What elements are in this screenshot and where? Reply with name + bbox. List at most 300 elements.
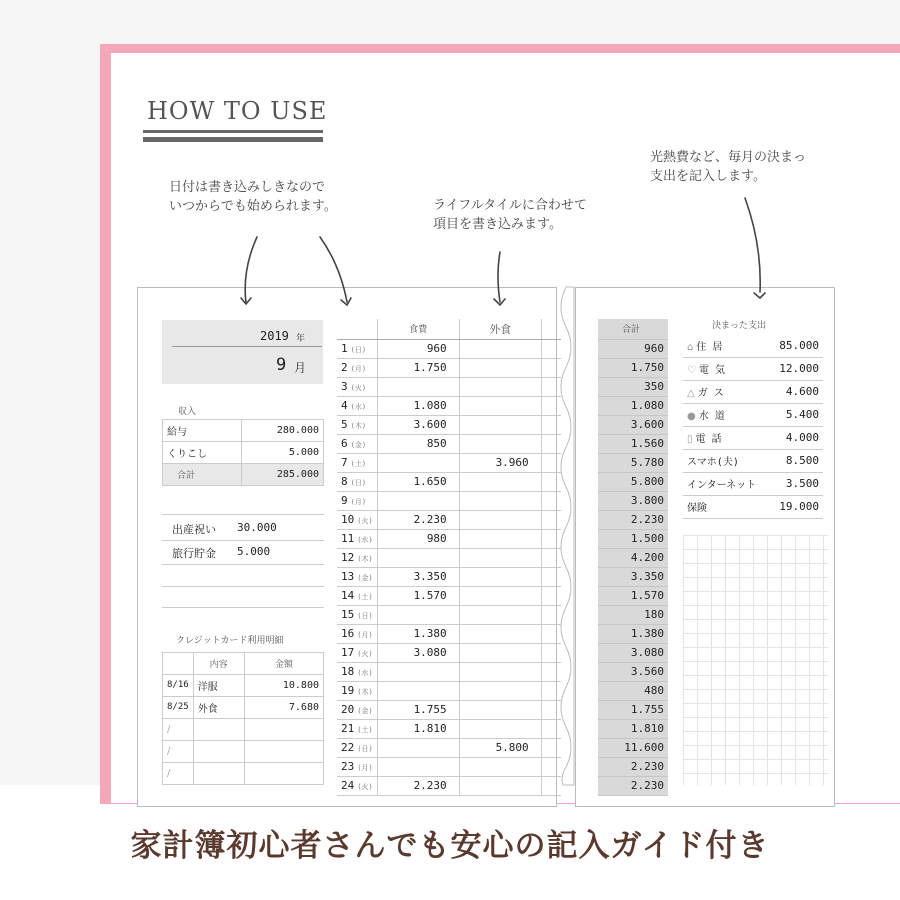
eatout-cell — [459, 643, 541, 662]
table-row — [163, 741, 324, 763]
eatout-cell — [459, 510, 541, 529]
fixed-label: 電 気 — [698, 365, 725, 376]
income-heading: 収入 — [178, 407, 197, 417]
total-cell: 3.600 — [598, 415, 668, 434]
total-cell: 2.230 — [598, 776, 668, 795]
extra-cell — [541, 453, 561, 472]
weekday: (水) — [357, 669, 373, 677]
day-cell — [337, 339, 377, 358]
weekday: (土) — [350, 460, 367, 468]
credit-date-slash: / — [163, 719, 194, 741]
weekday: (金) — [350, 441, 367, 449]
table-row — [163, 420, 324, 442]
divider — [162, 540, 324, 541]
fixed-label: 住 居 — [696, 341, 723, 353]
extra-cell — [541, 643, 561, 662]
extra-cell — [541, 738, 561, 757]
note-fixed-line2: 支出を記入します。 — [650, 169, 766, 184]
daily-row — [337, 529, 561, 548]
total-cell: 1.500 — [598, 529, 668, 548]
day-cell — [337, 738, 377, 757]
total-cell: 1.570 — [598, 586, 668, 605]
weekday: (木) — [357, 555, 373, 563]
fixed-label-cell — [683, 403, 765, 426]
table-row — [163, 675, 324, 697]
note-fixed-line1: 光熱費など、毎月の決まっ — [650, 150, 807, 165]
day-cell — [337, 529, 377, 548]
income-value: 5.000 — [241, 442, 323, 464]
credit-date-header — [163, 653, 194, 675]
total-cell: 2.230 — [598, 757, 668, 776]
weekday: (月) — [350, 498, 367, 506]
day-number: 11 — [341, 532, 355, 545]
fixed-row — [683, 426, 823, 449]
empty-cell — [244, 741, 323, 763]
daily-row — [337, 757, 561, 776]
arrow-date-1 — [245, 237, 257, 303]
fixed-row — [683, 334, 823, 357]
day-cell — [337, 776, 377, 795]
day-number: 17 — [341, 646, 355, 659]
table-row — [163, 442, 324, 464]
weekday: (金) — [357, 707, 373, 715]
total-row — [598, 434, 668, 453]
credit-date: 8/25 — [163, 697, 194, 719]
day-number: 2 — [341, 361, 348, 374]
daily-row — [337, 681, 561, 700]
weekday: (金) — [357, 574, 373, 582]
divider — [162, 586, 324, 587]
food-cell: 2.230 — [377, 510, 459, 529]
year-value: 2019 — [260, 329, 289, 343]
daily-row — [337, 624, 561, 643]
fixed-row — [683, 472, 823, 495]
fixed-label-cell — [683, 449, 765, 472]
food-cell: 3.350 — [377, 567, 459, 586]
eatout-cell — [459, 396, 541, 415]
totals-table — [598, 319, 668, 796]
fixed-value: 5.400 — [765, 403, 823, 426]
credit-amount: 10.800 — [244, 675, 323, 697]
total-cell: 3.080 — [598, 643, 668, 662]
eatout-cell — [459, 719, 541, 738]
extra-cell — [541, 567, 561, 586]
day-cell — [337, 396, 377, 415]
daily-header-row — [337, 319, 561, 339]
total-row — [598, 700, 668, 719]
extra-cell — [541, 662, 561, 681]
fixed-value: 4.600 — [765, 380, 823, 403]
total-cell: 1.380 — [598, 624, 668, 643]
credit-date-month: 8 — [167, 702, 173, 712]
empty-cell — [193, 763, 244, 785]
daily-row — [337, 434, 561, 453]
arrow-lifestyle — [498, 252, 500, 302]
daily-table — [337, 319, 561, 796]
day-number: 10 — [341, 513, 355, 526]
eatout-cell — [459, 624, 541, 643]
day-number: 13 — [341, 570, 355, 583]
credit-date-day: 25 — [177, 702, 189, 712]
income-total-value: 285.000 — [241, 464, 323, 486]
credit-item: 洋服 — [193, 675, 244, 697]
day-cell — [337, 757, 377, 776]
extra-cell — [541, 396, 561, 415]
daily-row — [337, 586, 561, 605]
extra-cell — [541, 548, 561, 567]
eatout-cell — [459, 472, 541, 491]
total-row — [598, 510, 668, 529]
day-number: 4 — [341, 399, 348, 412]
fixed-value: 4.000 — [765, 426, 823, 449]
daily-row — [337, 662, 561, 681]
total-row — [598, 453, 668, 472]
extra-cell — [541, 415, 561, 434]
total-cell: 4.200 — [598, 548, 668, 567]
eatout-cell — [459, 586, 541, 605]
total-cell: 1.810 — [598, 719, 668, 738]
day-cell — [337, 377, 377, 396]
day-number: 18 — [341, 665, 355, 678]
arrow-fixed-head — [754, 293, 765, 298]
total-row — [598, 396, 668, 415]
total-row — [598, 415, 668, 434]
total-cell: 480 — [598, 681, 668, 700]
total-row — [598, 586, 668, 605]
fixed-label-cell — [683, 495, 765, 518]
income-value: 280.000 — [241, 420, 323, 442]
table-row — [163, 464, 324, 486]
extra-cell — [541, 719, 561, 738]
arrow-date-2 — [320, 237, 347, 302]
bulb-icon: ♡ — [687, 365, 696, 376]
col-eatout-header: 外食 — [459, 319, 541, 339]
credit-col-item: 内容 — [193, 653, 244, 675]
weekday: (日) — [350, 346, 367, 354]
day-cell — [337, 624, 377, 643]
extra-col-header — [541, 319, 561, 339]
table-row — [163, 697, 324, 719]
fixed-value: 19.000 — [765, 495, 823, 518]
day-cell — [337, 719, 377, 738]
fixed-label-cell — [683, 380, 765, 403]
food-cell — [377, 662, 459, 681]
fixed-label: 電 話 — [695, 434, 722, 445]
extra-cell — [541, 624, 561, 643]
note-date-line2: いつからでも始められます。 — [169, 199, 337, 214]
daily-row — [337, 396, 561, 415]
eatout-cell — [459, 548, 541, 567]
credit-item: 外食 — [193, 697, 244, 719]
note-date-line1: 日付は書き込みしきなので — [169, 180, 326, 195]
tear-edge — [561, 287, 574, 785]
weekday: (日) — [357, 612, 373, 620]
day-number: 3 — [341, 380, 348, 393]
day-number: 6 — [341, 437, 348, 450]
food-cell: 1.380 — [377, 624, 459, 643]
divider — [162, 564, 324, 565]
daily-row — [337, 567, 561, 586]
day-cell — [337, 358, 377, 377]
daily-row — [337, 700, 561, 719]
empty-cell — [244, 719, 323, 741]
eatout-cell — [459, 662, 541, 681]
credit-date: 8/16 — [163, 675, 194, 697]
note-lifestyle-line2: 項目を書き込みます。 — [433, 217, 562, 232]
weekday: (月) — [357, 631, 373, 639]
day-number: 23 — [341, 760, 355, 773]
year-unit: 年 — [296, 334, 306, 344]
day-cell — [337, 605, 377, 624]
day-number: 7 — [341, 456, 348, 469]
food-cell: 1.570 — [377, 586, 459, 605]
extra-cell — [541, 510, 561, 529]
eatout-cell — [459, 339, 541, 358]
credit-date-slash: / — [163, 741, 194, 763]
food-cell — [377, 605, 459, 624]
food-cell — [377, 453, 459, 472]
total-cell: 180 — [598, 605, 668, 624]
col-total-header: 合計 — [598, 319, 668, 339]
divider — [162, 607, 324, 608]
total-cell: 1.750 — [598, 358, 668, 377]
eatout-cell — [459, 776, 541, 795]
income-label: くりこし — [163, 442, 242, 464]
year-divider — [172, 346, 322, 347]
credit-col-amount: 金額 — [244, 653, 323, 675]
weekday: (木) — [357, 688, 373, 696]
credit-heading: クレジットカード利用明細 — [176, 636, 284, 646]
food-cell — [377, 757, 459, 776]
eatout-cell — [459, 567, 541, 586]
fixed-row — [683, 357, 823, 380]
total-cell: 960 — [598, 339, 668, 358]
total-row — [598, 643, 668, 662]
extra-cell — [541, 339, 561, 358]
flame-icon: △ — [687, 388, 695, 399]
daily-row — [337, 719, 561, 738]
weekday: (日) — [357, 745, 373, 753]
food-cell: 960 — [377, 339, 459, 358]
totals-header-row — [598, 319, 668, 339]
day-number: 12 — [341, 551, 355, 564]
food-cell — [377, 377, 459, 396]
day-number: 5 — [341, 418, 348, 431]
food-cell: 850 — [377, 434, 459, 453]
fixed-label-cell — [683, 426, 765, 449]
day-cell — [337, 643, 377, 662]
fixed-heading: 決まった支出 — [712, 321, 767, 331]
eatout-cell — [459, 358, 541, 377]
daily-row — [337, 510, 561, 529]
food-cell: 980 — [377, 529, 459, 548]
fixed-label-cell — [683, 334, 765, 357]
fixed-body — [683, 334, 823, 518]
extra-cell — [541, 377, 561, 396]
phone-icon: ▯ — [687, 434, 693, 445]
daily-row — [337, 339, 561, 358]
weekday: (月) — [357, 764, 373, 772]
eatout-cell: 3.960 — [459, 453, 541, 472]
weekday: (木) — [350, 422, 367, 430]
eatout-cell — [459, 415, 541, 434]
total-cell: 1.755 — [598, 700, 668, 719]
total-cell: 5.780 — [598, 453, 668, 472]
day-number: 19 — [341, 684, 355, 697]
daily-row — [337, 472, 561, 491]
day-cell — [337, 662, 377, 681]
drop-icon: ● — [687, 411, 696, 422]
daily-row — [337, 453, 561, 472]
day-cell — [337, 548, 377, 567]
food-cell — [377, 491, 459, 510]
total-row — [598, 358, 668, 377]
divider — [162, 514, 324, 515]
total-row — [598, 377, 668, 396]
day-number: 9 — [341, 494, 348, 507]
weekday: (水) — [350, 403, 367, 411]
food-cell: 2.230 — [377, 776, 459, 795]
daily-row — [337, 377, 561, 396]
extra-cell — [541, 529, 561, 548]
total-cell: 350 — [598, 377, 668, 396]
weekday: (日) — [350, 479, 367, 487]
day-cell — [337, 491, 377, 510]
daily-row — [337, 491, 561, 510]
fixed-value: 85.000 — [765, 334, 823, 357]
eatout-cell — [459, 605, 541, 624]
total-cell: 5.800 — [598, 472, 668, 491]
daily-row — [337, 358, 561, 377]
food-cell: 1.810 — [377, 719, 459, 738]
weekday: (土) — [357, 726, 373, 734]
food-cell — [377, 681, 459, 700]
daily-row — [337, 548, 561, 567]
daily-row — [337, 605, 561, 624]
food-cell — [377, 738, 459, 757]
total-row — [598, 491, 668, 510]
fixed-label: ガ ス — [697, 388, 724, 399]
day-number: 14 — [341, 589, 355, 602]
savings-label: 出産祝い — [172, 523, 216, 536]
day-cell — [337, 681, 377, 700]
fixed-value: 12.000 — [765, 357, 823, 380]
empty-cell — [244, 763, 323, 785]
total-row — [598, 776, 668, 795]
total-row — [598, 529, 668, 548]
total-row — [598, 662, 668, 681]
day-number: 24 — [341, 779, 355, 792]
fixed-row — [683, 449, 823, 472]
day-cell — [337, 510, 377, 529]
credit-date-day: 16 — [177, 680, 189, 690]
food-cell: 1.080 — [377, 396, 459, 415]
day-cell — [337, 415, 377, 434]
weekday: (火) — [357, 783, 373, 791]
extra-cell — [541, 586, 561, 605]
month-unit: 月 — [294, 361, 307, 375]
weekday: (水) — [357, 536, 373, 544]
fixed-row — [683, 380, 823, 403]
table-row — [163, 653, 324, 675]
caption-text: 家計簿初心者さんでも安心の記入ガイド付き — [130, 828, 770, 864]
eatout-cell: 5.800 — [459, 738, 541, 757]
table-row — [163, 763, 324, 785]
eatout-cell — [459, 434, 541, 453]
extra-cell — [541, 491, 561, 510]
total-row — [598, 567, 668, 586]
memo-grid — [683, 535, 828, 785]
fixed-label-cell — [683, 472, 765, 495]
fixed-label: 水 道 — [698, 411, 725, 422]
savings-value: 30.000 — [237, 521, 277, 534]
day-number: 20 — [341, 703, 355, 716]
note-lifestyle-line1: ライフルタイルに合わせて — [433, 198, 587, 213]
income-table — [162, 419, 324, 486]
month-value: 9 — [276, 355, 287, 375]
food-cell: 3.600 — [377, 415, 459, 434]
food-cell: 1.750 — [377, 358, 459, 377]
fixed-label: インターネット — [687, 480, 757, 491]
total-row — [598, 548, 668, 567]
day-cell — [337, 434, 377, 453]
total-row — [598, 738, 668, 757]
extra-cell — [541, 776, 561, 795]
total-row — [598, 624, 668, 643]
day-number: 15 — [341, 608, 355, 621]
fixed-label: 保険 — [687, 503, 707, 514]
food-cell — [377, 548, 459, 567]
eatout-cell — [459, 491, 541, 510]
day-cell — [337, 472, 377, 491]
extra-cell — [541, 757, 561, 776]
day-number: 16 — [341, 627, 355, 640]
arrow-fixed — [745, 198, 760, 292]
fixed-row — [683, 403, 823, 426]
food-cell: 3.080 — [377, 643, 459, 662]
eatout-cell — [459, 757, 541, 776]
extra-cell — [541, 681, 561, 700]
day-number: 21 — [341, 722, 355, 735]
totals-body — [598, 339, 668, 795]
food-cell: 1.755 — [377, 700, 459, 719]
day-cell — [337, 700, 377, 719]
fixed-label-cell — [683, 357, 765, 380]
total-cell: 3.350 — [598, 567, 668, 586]
daily-row — [337, 776, 561, 795]
total-row — [598, 472, 668, 491]
empty-cell — [193, 719, 244, 741]
weekday: (月) — [350, 365, 367, 373]
house-icon: ⌂ — [687, 341, 694, 353]
total-cell: 3.560 — [598, 662, 668, 681]
daily-body — [337, 339, 561, 795]
daily-row — [337, 643, 561, 662]
extra-cell — [541, 434, 561, 453]
how-to-use-title: HOW TO USE — [147, 97, 328, 125]
eatout-cell — [459, 700, 541, 719]
day-number: 8 — [341, 475, 348, 488]
extra-cell — [541, 605, 561, 624]
fixed-value: 8.500 — [765, 449, 823, 472]
food-cell: 1.650 — [377, 472, 459, 491]
credit-date-slash: / — [163, 763, 194, 785]
total-row — [598, 719, 668, 738]
total-row — [598, 757, 668, 776]
fixed-row — [683, 495, 823, 518]
day-cell — [337, 453, 377, 472]
total-cell: 1.080 — [598, 396, 668, 415]
